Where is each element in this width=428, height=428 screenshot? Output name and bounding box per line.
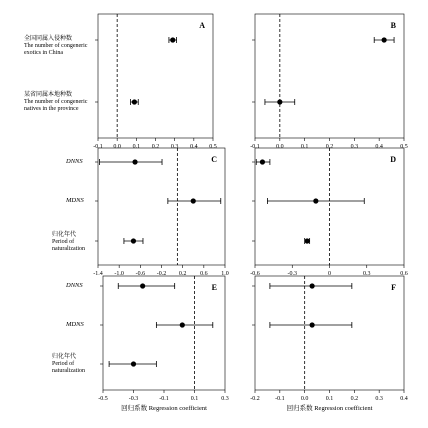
panel-letter-e: E xyxy=(211,283,217,292)
x-tick-label-c: 0.2 xyxy=(178,271,187,277)
panel-frame-b xyxy=(255,14,404,138)
x-tick-label-a: 0.4 xyxy=(190,144,198,150)
x-tick-label-e: -0.3 xyxy=(128,396,139,402)
row-label-e xyxy=(66,282,83,289)
row-label-c xyxy=(52,232,85,253)
row-label-english: The number of congeneric xyxy=(24,99,88,105)
row-label-english: naturalization xyxy=(52,246,85,252)
row-label-italic: DNNS xyxy=(66,282,83,289)
x-tick-label-f: 0.1 xyxy=(325,396,334,402)
point-estimate-f xyxy=(310,283,315,288)
point-estimate-a xyxy=(170,37,175,42)
point-estimate-d xyxy=(260,159,265,164)
x-tick-label-a: 0.5 xyxy=(209,144,217,150)
x-tick-label-e: -0.5 xyxy=(98,396,108,402)
x-tick-label-b: 0.4 xyxy=(375,144,383,150)
x-tick-label-b: 0.3 xyxy=(350,144,359,150)
point-estimate-c xyxy=(132,159,137,164)
row-label-english: Period of xyxy=(52,361,75,367)
panel-letter-a: A xyxy=(199,21,205,30)
x-tick-label-c: -1.0 xyxy=(114,271,124,277)
x-tick-label-d: 0 xyxy=(328,271,331,277)
point-estimate-e xyxy=(180,322,185,327)
row-label-chinese: 归化年代 xyxy=(52,354,77,360)
row-label-italic: MDNS xyxy=(66,321,84,328)
point-estimate-c xyxy=(131,238,136,243)
row-label-chinese: 归化年代 xyxy=(52,232,77,238)
point-estimate-b xyxy=(277,99,282,104)
row-label-english: natives in the province xyxy=(24,106,79,112)
panel-letter-c: C xyxy=(211,155,217,164)
x-tick-label-b: 0.1 xyxy=(300,144,309,150)
x-tick-label-d: 0.6 xyxy=(400,271,408,277)
x-tick-label-a: -0.1 xyxy=(93,144,103,150)
x-tick-label-d: 0.3 xyxy=(363,271,371,277)
x-tick-label-c: 1.0 xyxy=(221,271,229,277)
panel-frame-e xyxy=(103,276,225,390)
x-tick-label-c: -0.2 xyxy=(156,271,167,277)
x-axis-label-f: 回归系数 Regression coefficient xyxy=(286,405,373,412)
row-label-english: Period of xyxy=(52,239,75,245)
point-estimate-e xyxy=(131,361,136,366)
x-tick-label-a: 0.0 xyxy=(113,144,121,150)
x-tick-label-d: -0.6 xyxy=(250,271,260,277)
panel-letter-b: B xyxy=(390,21,396,30)
x-tick-label-d: -0.3 xyxy=(287,271,297,277)
panel-frame-f xyxy=(255,276,404,390)
row-label-a xyxy=(24,92,87,113)
point-estimate-b xyxy=(382,37,387,42)
point-estimate-d xyxy=(305,238,310,243)
row-label-a xyxy=(24,36,87,57)
row-label-chinese: 某省同属本地种数 xyxy=(24,92,73,98)
x-tick-label-c: -0.6 xyxy=(135,271,146,277)
x-tick-label-c: 0.6 xyxy=(200,271,208,277)
panel-letter-d: D xyxy=(390,155,396,164)
point-estimate-e xyxy=(140,283,145,288)
row-label-c xyxy=(66,158,83,165)
x-tick-label-b: 0.0 xyxy=(276,144,284,150)
row-label-e xyxy=(52,354,85,375)
x-tick-label-e: 0.1 xyxy=(190,396,199,402)
row-label-c xyxy=(66,197,84,204)
row-label-english: The number of congeneric xyxy=(24,43,88,49)
row-label-e xyxy=(66,321,84,328)
panel-frame-a xyxy=(98,14,213,138)
x-tick-label-e: -0.1 xyxy=(159,396,169,402)
x-tick-label-c: -1.4 xyxy=(93,271,103,277)
x-tick-label-f: 0.3 xyxy=(375,396,383,402)
row-label-chinese: 全国同属入侵种数 xyxy=(24,36,73,42)
x-tick-label-b: -0.1 xyxy=(250,144,260,150)
x-tick-label-f: -0.1 xyxy=(275,396,285,402)
x-tick-label-a: 0.3 xyxy=(170,144,179,150)
point-estimate-c xyxy=(191,198,196,203)
x-tick-label-b: 0.2 xyxy=(325,144,334,150)
x-tick-label-f: 0.0 xyxy=(300,396,309,402)
panel-frame-c xyxy=(98,148,225,265)
x-tick-label-a: 0.1 xyxy=(132,144,141,150)
panel-letter-f: F xyxy=(391,283,396,292)
x-tick-label-f: 0.4 xyxy=(400,396,408,402)
x-tick-label-f: 0.2 xyxy=(350,396,359,402)
x-tick-label-f: -0.2 xyxy=(250,396,260,402)
row-label-italic: MDNS xyxy=(66,197,84,204)
x-axis-label-e: 回归系数 Regression coefficient xyxy=(121,405,207,412)
row-label-english: naturalization xyxy=(52,368,85,374)
row-label-english: exotics in China xyxy=(24,50,63,56)
x-tick-label-e: 0.3 xyxy=(221,396,229,402)
point-estimate-d xyxy=(313,198,318,203)
point-estimate-f xyxy=(310,322,315,327)
point-estimate-a xyxy=(132,99,137,104)
x-tick-label-b: 0.5 xyxy=(400,144,408,150)
row-label-italic: DNNS xyxy=(66,158,83,165)
x-tick-label-a: 0.2 xyxy=(151,144,160,150)
